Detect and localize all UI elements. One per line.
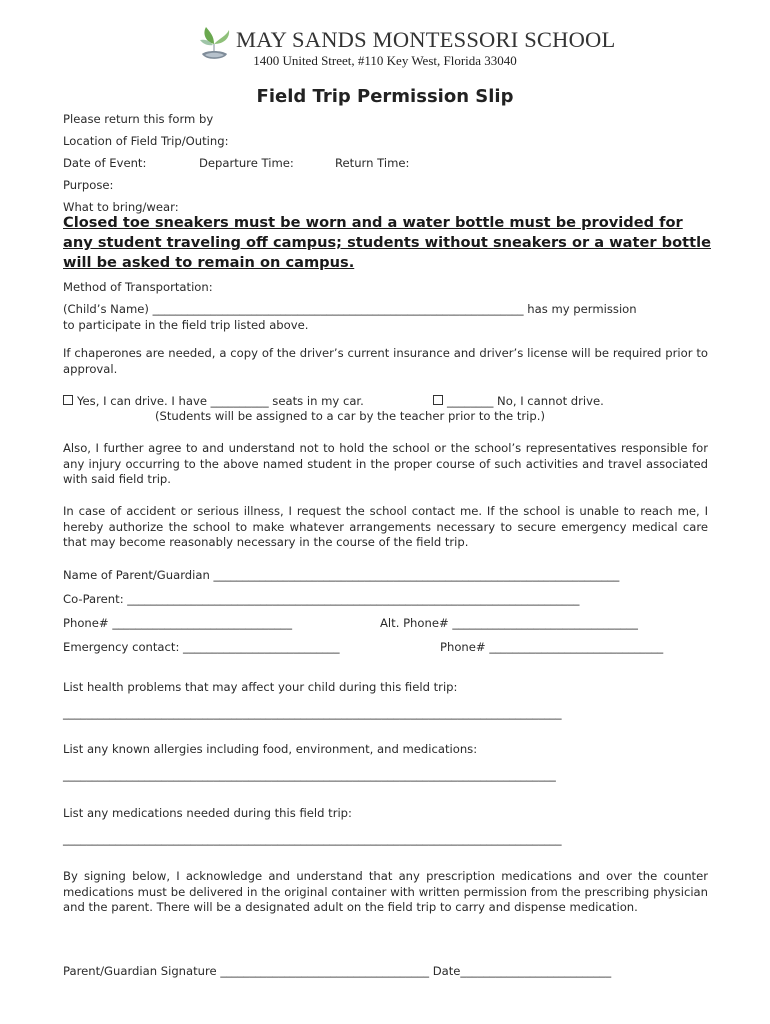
- return-time-field[interactable]: Return Time:: [335, 156, 410, 170]
- health-problems-line[interactable]: ______________________________________________________________________________________: [63, 706, 562, 720]
- bring-wear-field[interactable]: What to bring/wear:: [63, 200, 179, 214]
- sneakers-warning: Closed toe sneakers must be worn and a water bottle must be provided for any student traveling off campus; students without sneakers or a water bottle will be asked to remain on campus.: [63, 214, 711, 271]
- transportation-field[interactable]: Method of Transportation:: [63, 280, 213, 294]
- chaperones-notice: If chaperones are needed, a copy of the driver’s current insurance and driver’s license will be required prior to approval.: [63, 346, 708, 376]
- prescription-notice: By signing below, I acknowledge and understand that any prescription medications and over the counter medications must be delivered in the original container with written permission from the prescribing physician and the parent. There will be a designated adult on the field trip to carry and dispense medication.: [63, 869, 708, 914]
- cannot-drive-checkbox[interactable]: [433, 395, 443, 405]
- school-address: 1400 United Street, #110 Key West, Florida 33040: [253, 53, 517, 68]
- can-drive-option[interactable]: [63, 394, 364, 408]
- allergies-label: List any known allergies including food, environment, and medications:: [63, 742, 478, 756]
- cannot-drive-option[interactable]: [433, 394, 604, 408]
- school-header: [0, 22, 770, 72]
- cannot-drive-label: ________ No, I cannot drive.: [447, 394, 604, 408]
- alt-phone-field[interactable]: Alt. Phone# ________________________________: [380, 616, 638, 630]
- location-field[interactable]: Location of Field Trip/Outing:: [63, 134, 229, 148]
- health-problems-label: List health problems that may affect your child during this field trip:: [63, 680, 458, 694]
- allergies-line[interactable]: _____________________________________________________________________________________: [63, 768, 556, 782]
- child-permission-text: to participate in the field trip listed above.: [63, 318, 309, 332]
- date-of-event-field[interactable]: Date of Event:: [63, 156, 147, 170]
- child-name-field[interactable]: (Child’s Name) ________________________________________________________________ has my permission: [63, 302, 637, 316]
- emergency-contact-field[interactable]: Emergency contact: ___________________________: [63, 640, 340, 654]
- parent-name-field[interactable]: Name of Parent/Guardian ______________________________________________________________________: [63, 568, 620, 582]
- departure-time-field[interactable]: Departure Time:: [199, 156, 294, 170]
- students-assigned-note: (Students will be assigned to a car by the teacher prior to the trip.): [155, 409, 545, 423]
- emergency-phone-field[interactable]: Phone# ______________________________: [440, 640, 664, 654]
- can-drive-checkbox[interactable]: [63, 395, 73, 405]
- emergency-authorization-text: In case of accident or serious illness, I request the school contact me. If the school is unable to reach me, I hereby authorize the school to make whatever arrangements necessary to secure emergency medical care that may become reasonably necessary in the course of the field trip.: [63, 504, 708, 549]
- medications-label: List any medications needed during this field trip:: [63, 806, 352, 820]
- co-parent-field[interactable]: Co-Parent: ______________________________________________________________________________: [63, 592, 580, 606]
- school-name: MAY SANDS MONTESSORI SCHOOL: [236, 27, 616, 52]
- return-by-field[interactable]: Please return this form by: [63, 112, 214, 126]
- medications-line[interactable]: ______________________________________________________________________________________: [63, 832, 562, 846]
- purpose-field[interactable]: Purpose:: [63, 178, 114, 192]
- form-title: Field Trip Permission Slip: [256, 86, 514, 107]
- liability-text: Also, I further agree to and understand not to hold the school or the school’s representatives responsible for any injury occurring to the above named student in the proper course of such activities and travel associated with said field trip.: [63, 441, 708, 486]
- can-drive-label: Yes, I can drive. I have __________ seats in my car.: [77, 394, 364, 408]
- phone-field[interactable]: Phone# _______________________________: [63, 616, 293, 630]
- signature-date-field[interactable]: Parent/Guardian Signature ____________________________________ Date__________________________: [63, 964, 612, 978]
